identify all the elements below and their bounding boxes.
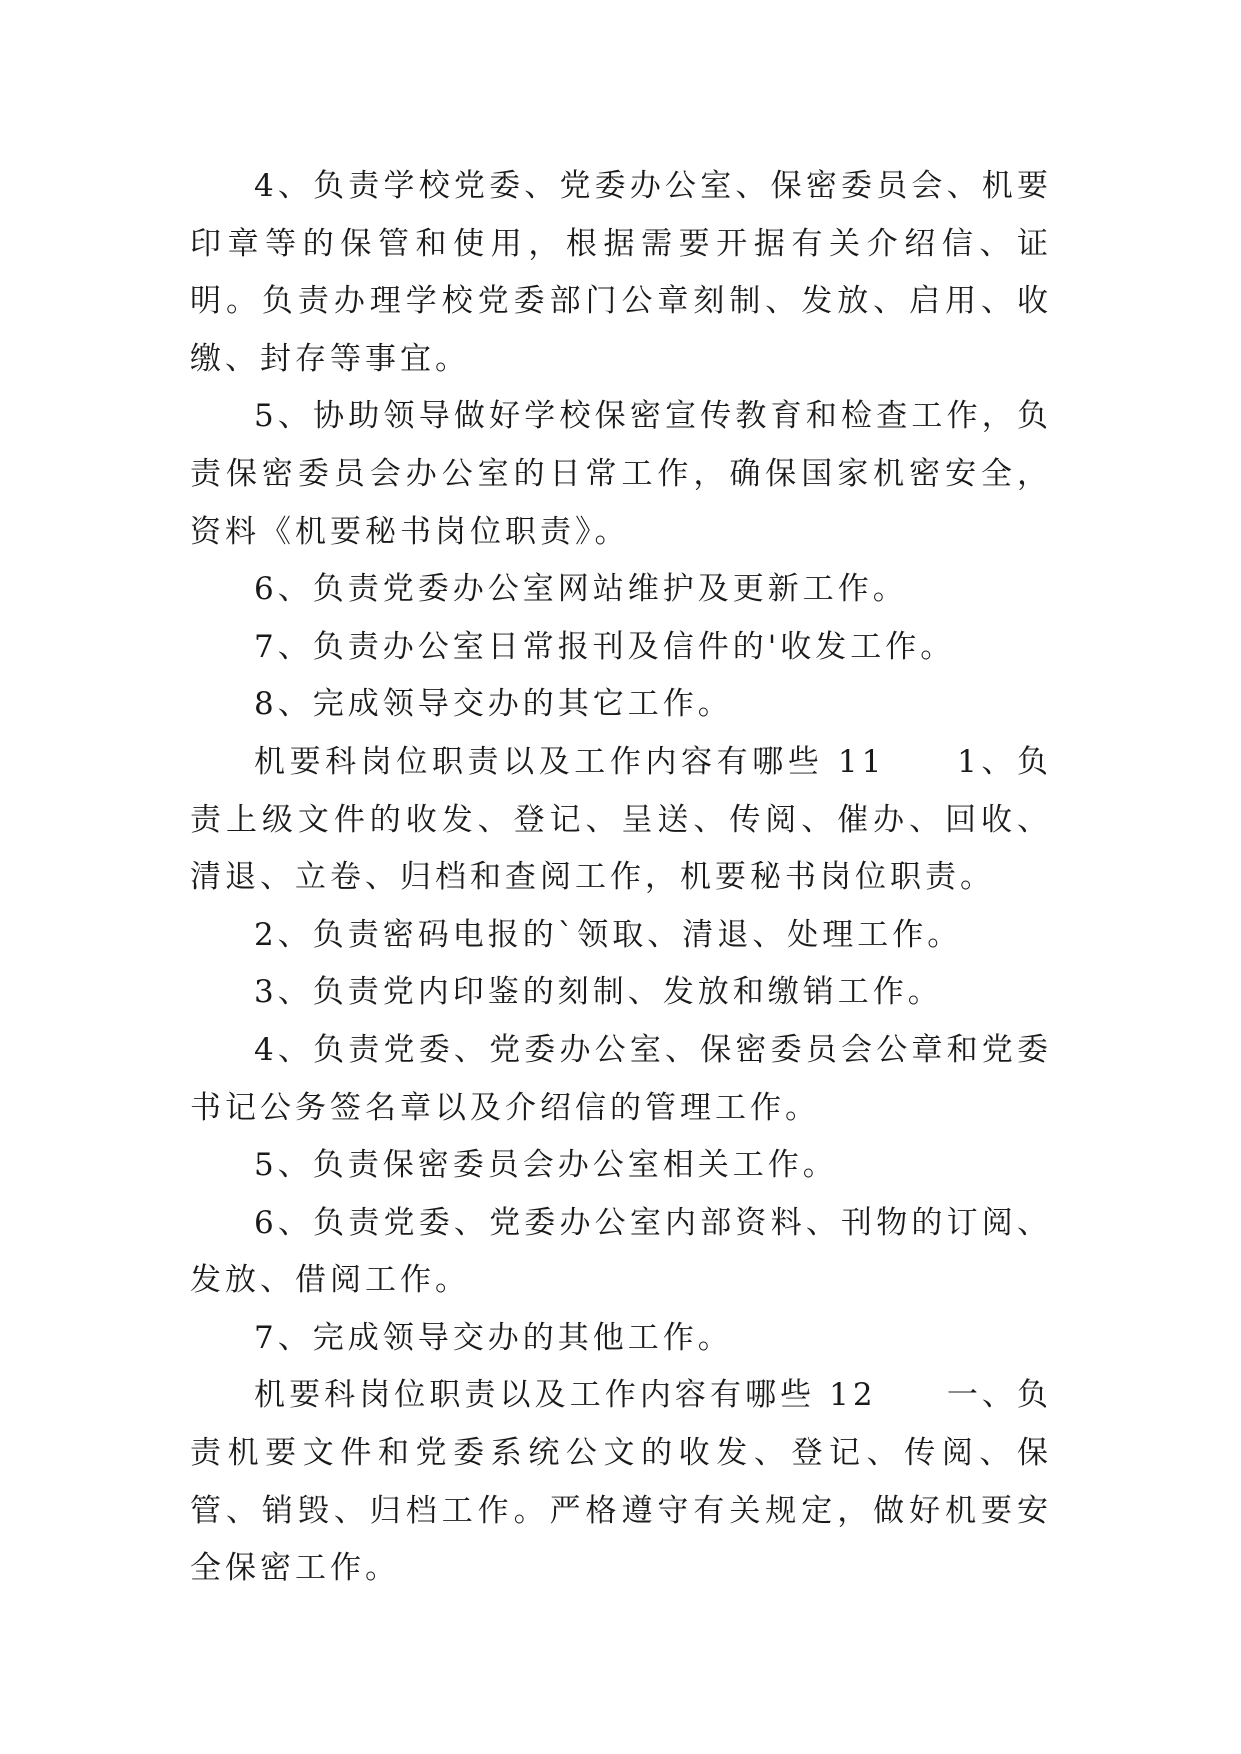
paragraph-section-11-item-5: 5、负责保密委员会办公室相关工作。 xyxy=(254,1147,838,1184)
paragraph-website-maintenance: 6、负责党委办公室网站维护及更新工作。 xyxy=(254,571,908,608)
paragraph-section-11-item-2: 2、负责密码电报的`领取、清退、处理工作。 xyxy=(254,916,963,953)
paragraph-section-11-item-3: 3、负责党内印鉴的刻制、发放和缴销工作。 xyxy=(254,974,943,1011)
paragraph-section-11-item-1: 机要科岗位职责以及工作内容有哪些 11 1、负责上级文件的收发、登记、呈送、传阅、催办、回收、清退、立卷、归档和查阅工作，机要秘书岗位职责。 xyxy=(190,743,1052,896)
paragraph-section-11-item-7: 7、完成领导交办的其他工作。 xyxy=(254,1319,733,1356)
paragraph-confidentiality-work: 5、协助领导做好学校保密宣传教育和检查工作，负责保密委员会办公室的日常工作，确保国家机密安全，资料《机要秘书岗位职责》。 xyxy=(190,398,1052,550)
paragraph-mail-handling: 7、负责办公室日常报刊及信件的'收发工作。 xyxy=(254,628,956,665)
paragraph-section-12-item-1: 机要科岗位职责以及工作内容有哪些 12 一、负责机要文件和党委系统公文的收发、登记、传阅、保管、销毁、归档工作。严格遵守有关规定，做好机要安全保密工作。 xyxy=(190,1377,1052,1587)
paragraph-section-11-item-4: 4、负责党委、党委办公室、保密委员会公章和党委书记公务签名章以及介绍信的管理工作。 xyxy=(190,1031,1052,1126)
paragraph-section-11-item-6: 6、负责党委、党委办公室内部资料、刊物的订阅、发放、借阅工作。 xyxy=(190,1204,1052,1299)
document-body xyxy=(190,158,1052,1598)
paragraph-other-tasks: 8、完成领导交办的其它工作。 xyxy=(254,686,733,723)
paragraph-seal-management: 4、负责学校党委、党委办公室、保密委员会、机要印章等的保管和使用，根据需要开据有关介绍信、证明。负责办理学校党委部门公章刻制、发放、启用、收缴、封存等事宜。 xyxy=(190,168,1052,377)
